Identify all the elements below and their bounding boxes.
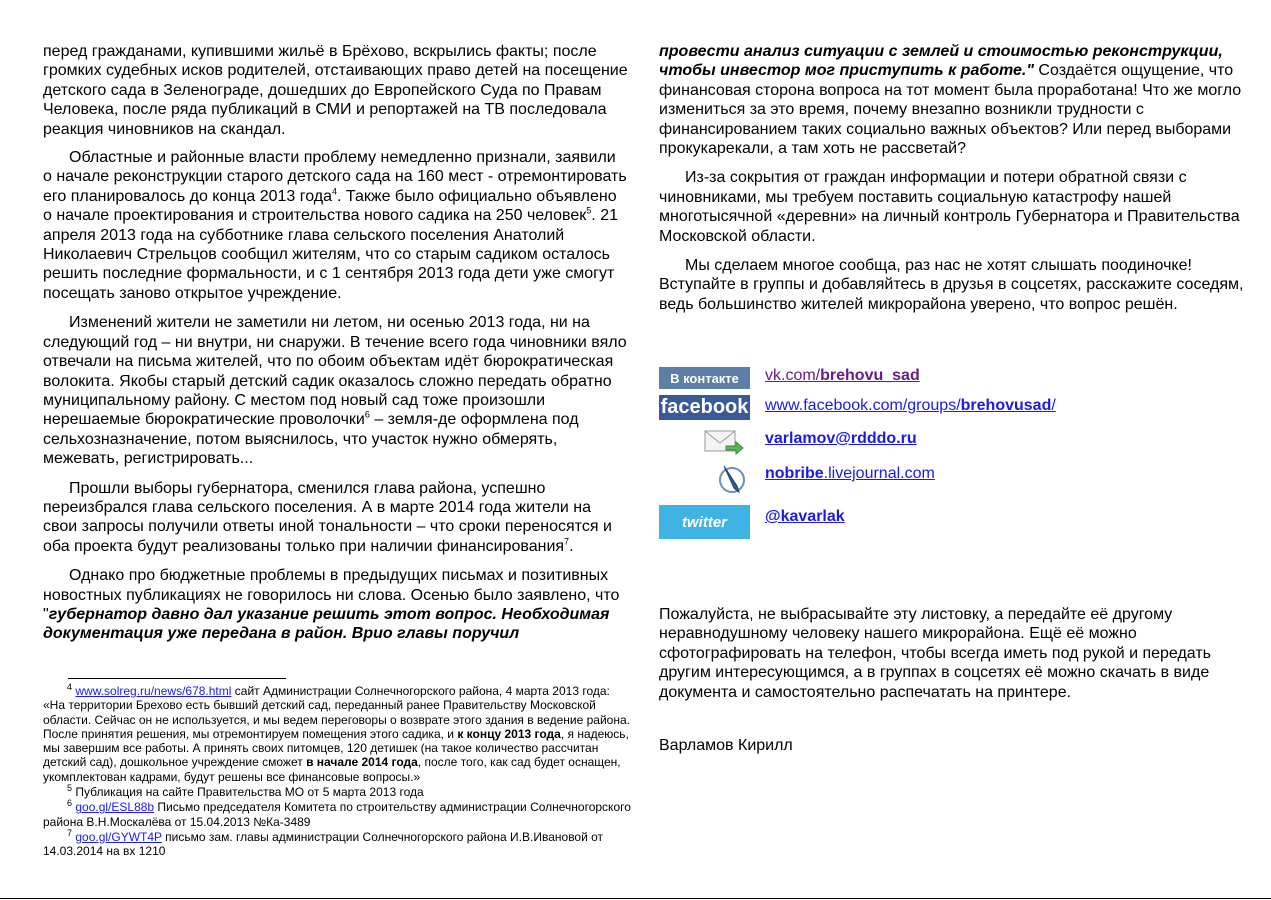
leaflet-request: Пожалуйста, не выбрасывайте эту листовку, а передайте её другому неравнодушному человеку нашего микрорайона. Ещё её можно сфотографировать на телефон, чтобы всегда иметь под рукой и передать другим интересующимся, а в группах в соцсетях её можно скачать в виде документа и самостоятельно распечатать на принтере. <box>659 606 1212 701</box>
left-column <box>43 42 629 654</box>
twitter-bird-logo: twitter <box>659 505 750 539</box>
livejournal-link[interactable]: nobribe.livejournal.com <box>765 465 935 482</box>
paragraph-3: Изменений жители не заметили ни летом, ни осенью 2013 года, ни на следующий год – ни внутри, ни снаружи. В течение всего года чиновники вяло отвечали на письма жителей, что по обоим объектам идёт бюрократическая волокита. Якобы старый детский садик оказалось сложно передать обратно муниципальному району. С местом под новый сад тоже произошли нерешаемые бюрократические проволочки$^6$ – земля-де оформлена под сельхозназначение, потом выяснилось, что участок нужно обмерять, межевать, регистрировать... <box>43 314 627 468</box>
footnote-ref-7[interactable]: 7 <box>564 536 570 547</box>
paragraph-1: перед гражданами, купившими жильё в Брёхово, вскрылись факты; после громких судебных исков родителей, отстаивающих право детей на посещение детского сада в Зеленограде, дошедших до Европейского Суда по Правам Человека, после ряда публикаций в СМИ и репортажей на ТВ последовала реакция чиновников на скандал. <box>43 43 628 138</box>
footnote-6: $^6$ goo.gl/ESL88b Письмо председателя Комитета по строительству администрации Солнечногорского района В.Н.Москалёва от 15.04.2013 №Ка-3489 <box>43 798 631 829</box>
page-bottom-rule <box>0 898 1271 899</box>
paragraph-7: Из-за сокрытия от граждан информации и потери обратной связи с чиновниками, мы требуем поставить социальную катастрофу нашей многотысячной «деревни» на личный контроль Губернатора и Правительства Московской области. <box>659 169 1240 245</box>
footnote-separator <box>68 678 286 679</box>
paragraph-6: провести анализ ситуации с землей и стоимостью реконструкции, чтобы инвестор мог приступить к работе." Создаётся ощущение, что финансовая сторона вопроса на тот момент была проработана! Что же могло измениться за это время, почему внезапно возникли трудности с финансированием таких социально важных объектов? Или перед выборами прокукарекали, а там хоть не рассветай? <box>659 43 1242 158</box>
footnote-4: $^4$ www.solreg.ru/news/678.html сайт Администрации Солнечногорского района, 4 марта 2013 года: «На территории Брехово есть бывший детский сад, переданный ранее Правительству Московской области. Сейчас он не используется, и мы ведем переговоры о возврате этого здания в ведение района. После принятия решения, мы отремонтируем помещения этого садика, и к концу 2013 года, я надеюсь, мы завершим все работы. А принять своих питомцев, 120 детишек (на такое количество рассчитан детский сад), дошкольное учреждение сможет в начале 2014 года, после того, как сад будет оснащен, укомплектован кадрами, будут решены все финансовые вопросы.» <box>43 682 630 784</box>
livejournal-pen-icon <box>717 462 747 496</box>
vk-logo: В контакте <box>659 367 750 389</box>
facebook-link[interactable]: www.facebook.com/groups/brehovusad/ <box>765 397 1056 414</box>
footnote-ref-5[interactable]: 5 <box>586 205 592 216</box>
envelope-arrow-icon <box>704 428 744 456</box>
footnote-6-link[interactable]: goo.gl/ESL88b <box>75 800 155 815</box>
footnote-7-link[interactable]: goo.gl/GYWT4P <box>75 829 162 844</box>
quote-start: губернатор давно дал указание решить этот вопрос. Необходимая документация уже передана в район. Врио главы поручил <box>43 605 610 643</box>
footnote-ref-6[interactable]: 6 <box>364 409 370 420</box>
footnote-ref-4[interactable]: 4 <box>332 186 338 197</box>
right-column <box>659 42 1249 324</box>
paragraph-5: Однако про бюджетные проблемы в предыдущих письмах и позитивных новостных публикациях не говорилось ни слова. Осенью было заявлено, что "губернатор давно дал указание решить этот вопрос. Необходимая документация уже передана в район. Врио главы поручил <box>43 567 620 643</box>
footnote-4-link[interactable]: www.solreg.ru/news/678.html <box>75 684 232 698</box>
paragraph-8: Мы сделаем многое сообща, раз нас не хотят слышать поодиночке! Вступайте в группы и добавляйтесь в друзья в соцсетях, расскажите соседям, ведь большинство жителей микрорайона уверено, что вопрос решён. <box>659 257 1244 313</box>
facebook-logo: facebook <box>660 396 749 418</box>
signature: Варламов Кирилл <box>659 737 793 754</box>
footnote-5: $^5$ Публикация на сайте Правительства МО от 5 марта 2013 года <box>67 783 424 800</box>
twitter-link[interactable]: @kavarlak <box>765 508 845 525</box>
paragraph-4: Прошли выборы губернатора, сменился глава района, успешно переизбрался глава сельского поселения. А в марте 2014 года жители на свои запросы получили ответы иной тональности – что сроки переносятся и оба проекта будут реализованы только при наличии финансирования$^7$. <box>43 479 612 555</box>
vk-link[interactable]: vk.com/brehovu_sad <box>765 367 920 384</box>
paragraph-2: Областные и районные власти проблему немедленно признали, заявили о начале реконструкции старого детского сада на 160 мест - отремонтировать его планировалось до конца 2013 года$^4$. Также было официально объявлено о начале проектирования и строительства нового садика на 250 человек$^5$. 21 апреля 2013 года на субботнике глава сельского поселения Анатолий Николаевич Стрельцов сообщил жителям, что со старым садиком осталось решить последние формальности, и с 1 сентября 2013 года дети уже смогут посещать заново открытое учреждение. <box>43 149 627 302</box>
email-link[interactable]: varlamov@rdddo.ru <box>765 430 917 447</box>
footnotes <box>43 684 633 860</box>
footnote-7: $^7$ goo.gl/GYWT4P письмо зам. главы администрации Солнечногорского района И.В.Ивановой от 14.03.2014 на вх 1210 <box>43 827 604 859</box>
